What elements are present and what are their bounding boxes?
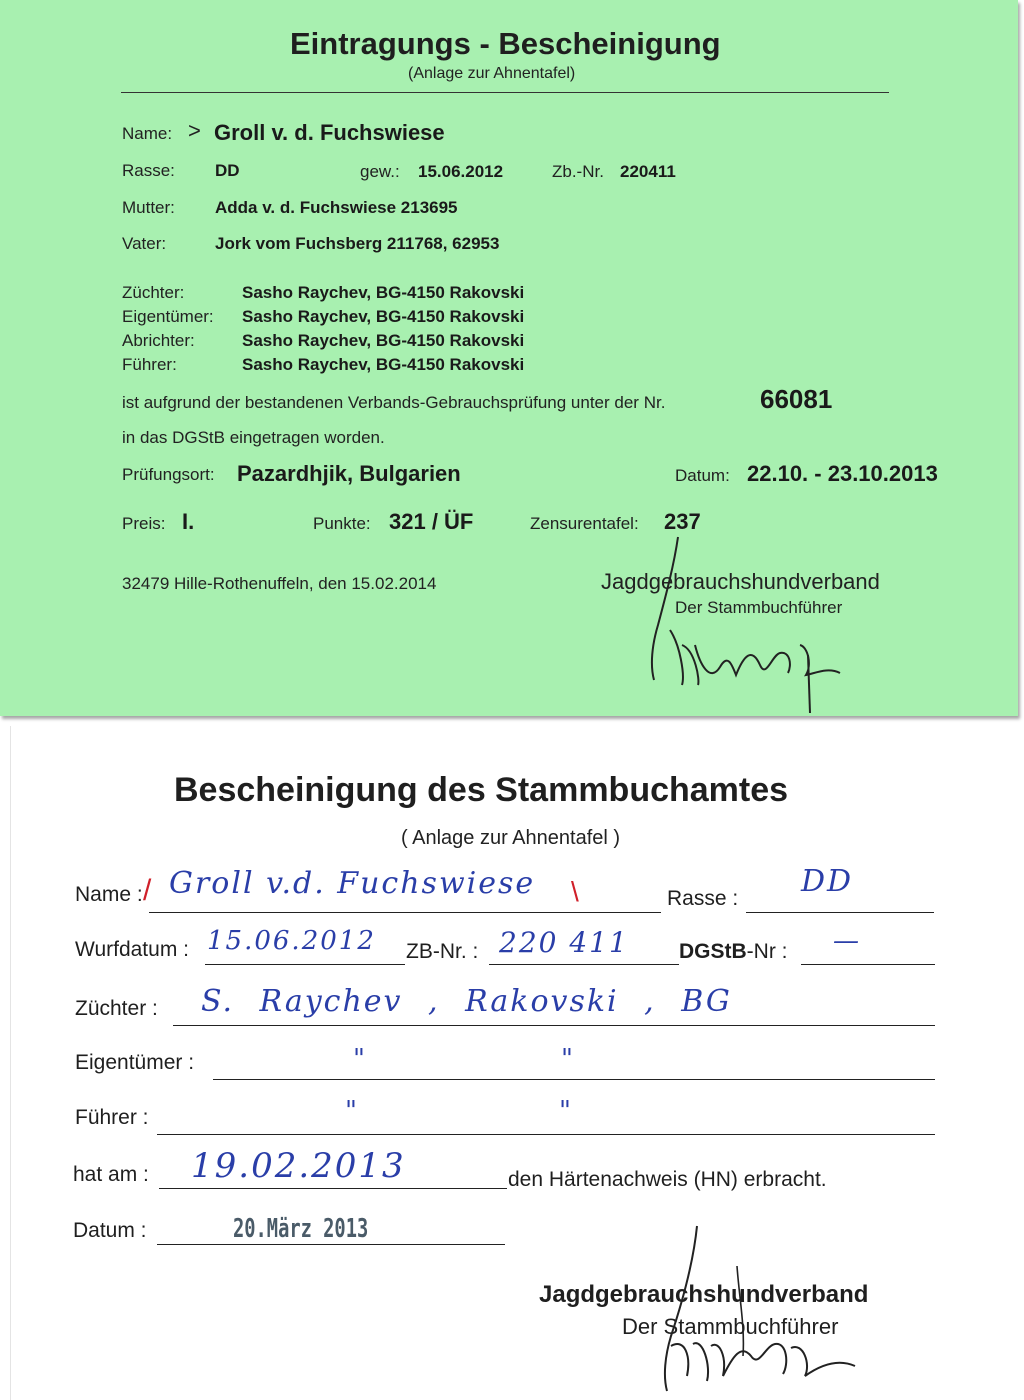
fuehrer-ditto-2: " — [559, 1096, 573, 1126]
dgstb-label: DGStB — [679, 940, 747, 963]
abrichter-value: Sasho Raychev, BG-4150 Rakovski — [242, 331, 525, 350]
vater-value: Jork vom Fuchsberg 211768, 62953 — [215, 234, 500, 253]
mutter-label: Mutter: — [122, 198, 175, 217]
eigentuemer-label: Eigentümer: — [122, 307, 214, 326]
datum-label: Datum : — [73, 1219, 147, 1242]
datum-value: 22.10. - 23.10.2013 — [747, 461, 938, 486]
green-card-title: Eintragungs - Bescheinigung — [290, 26, 721, 61]
eigentuemer-ditto-1: " — [353, 1044, 367, 1074]
zuechter-line — [173, 1025, 935, 1026]
gew-label: gew.: — [360, 162, 400, 181]
rasse-line — [746, 912, 934, 913]
white-card-subtitle: ( Anlage zur Ahnentafel ) — [401, 827, 621, 849]
rasse-label: Rasse: — [122, 161, 175, 180]
red-slash-mark: / — [143, 874, 152, 907]
pruefungsort-value: Pazardhjik, Bulgarien — [237, 461, 461, 486]
datum-line — [157, 1244, 505, 1245]
mutter-value: Adda v. d. Fuchswiese 213695 — [215, 198, 458, 217]
green-card-subtitle: (Anlage zur Ahnentafel) — [408, 65, 576, 82]
hatam-line — [159, 1188, 507, 1189]
place-date: 32479 Hille-Rothenuffeln, den 15.02.2014 — [122, 574, 437, 593]
hatam-suffix: den Härtenachweis (HN) erbracht. — [508, 1168, 827, 1191]
preis-value: I. — [182, 509, 195, 534]
zuechter-value: S. Raychev , Rakovski , BG — [201, 984, 732, 1019]
rasse-value: DD — [215, 161, 240, 180]
name-line — [149, 912, 661, 913]
org-role: Der Stammbuchführer — [675, 598, 843, 617]
pruefung-number: 66081 — [760, 384, 833, 414]
zbnr-label: ZB-Nr. : — [406, 940, 479, 963]
zbnr-value: 220 411 — [499, 926, 629, 959]
dgstb-line — [801, 964, 935, 965]
name-label: Name: — [122, 124, 173, 143]
eigentuemer-ditto-2: " — [561, 1044, 575, 1074]
dgstb-label-group — [679, 940, 788, 964]
zensurentafel-label: Zensurentafel: — [530, 514, 639, 533]
hatam-label: hat am : — [73, 1163, 149, 1186]
dgstb-suffix: -Nr : — [746, 940, 788, 963]
wurfdatum-label: Wurfdatum : — [75, 938, 189, 961]
name-label: Name : — [75, 883, 143, 906]
signature — [641, 1226, 881, 1396]
pruefung-text: ist aufgrund der bestandenen Verbands-Gebrauchsprüfung unter der Nr. — [122, 393, 666, 412]
org-name: Jagdgebrauchshundverband — [601, 569, 880, 594]
wurfdatum-line — [205, 964, 405, 965]
zbnr-value: 220411 — [620, 162, 676, 181]
eigentuemer-label: Eigentümer : — [75, 1051, 195, 1074]
zuechter-label: Züchter : — [75, 997, 158, 1020]
white-card-title: Bescheinigung des Stammbuchamtes — [174, 771, 789, 809]
abrichter-label: Abrichter: — [122, 331, 195, 350]
fuehrer-value: Sasho Raychev, BG-4150 Rakovski — [242, 355, 525, 374]
fuehrer-label: Führer : — [75, 1106, 149, 1129]
datum-stamp: 20.März 2013 — [233, 1214, 369, 1244]
name-value: Groll v. d. Fuchswiese — [214, 120, 445, 145]
punkte-label: Punkte: — [313, 514, 371, 533]
gew-value: 15.06.2012 — [418, 162, 504, 181]
fuehrer-label: Führer: — [122, 355, 177, 374]
fuehrer-ditto-1: " — [345, 1096, 359, 1126]
white-certificate-card — [10, 726, 1011, 1400]
punkte-value: 321 / ÜF — [389, 509, 474, 534]
zbnr-line — [489, 964, 679, 965]
zensurentafel-value: 237 — [664, 509, 701, 534]
datum-label: Datum: — [675, 466, 730, 485]
hatam-value: 19.02.2013 — [191, 1146, 406, 1186]
eigentuemer-line — [213, 1079, 935, 1080]
dgstb-value: — — [833, 926, 861, 956]
dgstb-text: in das DGStB eingetragen worden. — [122, 428, 385, 447]
rasse-value: DD — [801, 864, 854, 899]
title-divider — [121, 92, 889, 93]
rasse-label: Rasse : — [667, 887, 739, 910]
org-name: Jagdgebrauchshundverband — [539, 1281, 869, 1308]
wurfdatum-value: 15.06.2012 — [207, 926, 376, 956]
name-value: Groll v.d. Fuchswiese — [169, 866, 536, 901]
red-check-mark: \ — [571, 876, 579, 907]
zuechter-value: Sasho Raychev, BG-4150 Rakovski — [242, 283, 525, 302]
pruefungsort-label: Prüfungsort: — [122, 465, 215, 484]
org-role: Der Stammbuchführer — [622, 1314, 839, 1339]
preis-label: Preis: — [122, 514, 166, 533]
name-marker: > — [188, 118, 201, 143]
signature — [640, 535, 860, 715]
vater-label: Vater: — [122, 234, 167, 253]
eigentuemer-value: Sasho Raychev, BG-4150 Rakovski — [242, 307, 525, 326]
zbnr-label: Zb.-Nr. — [552, 162, 604, 181]
fuehrer-line — [157, 1134, 935, 1135]
zuechter-label: Züchter: — [122, 283, 185, 302]
